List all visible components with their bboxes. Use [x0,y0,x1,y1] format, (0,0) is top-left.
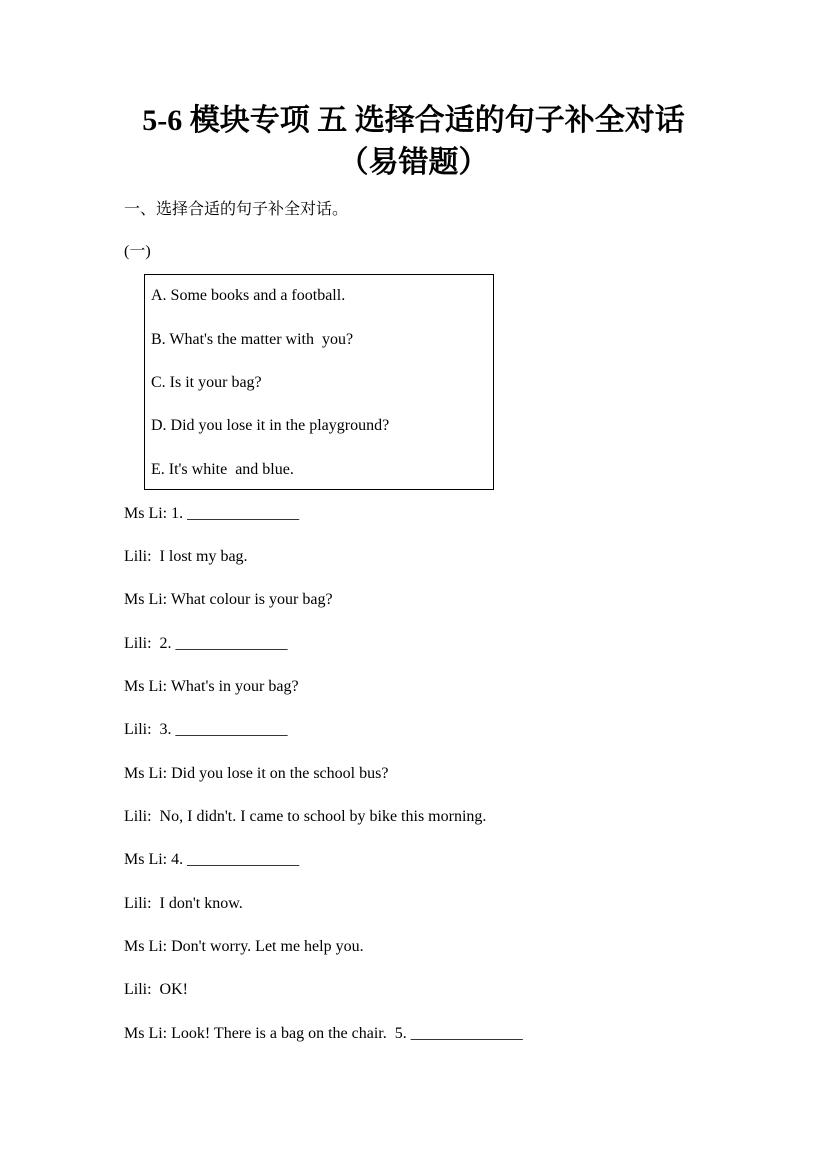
option-c: C. Is it your bag? [151,374,262,391]
document-subtitle: （易错题） [338,146,489,179]
option-b: B. What's the matter with you? [151,331,354,348]
section-label: (一) [124,243,151,260]
dialogue-line: Ms Li: What colour is your bag? [124,591,333,608]
dialogue-line: Lili: 2. ______________ [124,635,288,652]
dialogue-line: Lili: 3. ______________ [124,721,288,738]
dialogue-line: Ms Li: What's in your bag? [124,678,299,695]
option-a: A. Some books and a football. [151,287,346,304]
option-d: D. Did you lose it in the playground? [151,417,390,434]
option-e: E. It's white and blue. [151,461,294,478]
dialogue-line: Lili: OK! [124,981,188,998]
dialogue-line: Ms Li: Look! There is a bag on the chair. 5. ______________ [124,1025,523,1042]
dialogue-line: Lili: I lost my bag. [124,548,248,565]
options-box [144,274,494,490]
document-title: 5-6 模块专项 五 选择合适的句子补全对话 [142,104,685,137]
dialogue-line: Lili: I don't know. [124,895,243,912]
dialogue-line: Ms Li: Did you lose it on the school bus? [124,765,389,782]
dialogue-line: Ms Li: 4. ______________ [124,851,300,868]
dialogue-line: Lili: No, I didn't. I came to school by bike this morning. [124,808,487,825]
dialogue-line: Ms Li: Don't worry. Let me help you. [124,938,364,955]
dialogue-line: Ms Li: 1. ______________ [124,505,300,522]
instruction-text: 一、选择合适的句子补全对话。 [124,201,349,218]
